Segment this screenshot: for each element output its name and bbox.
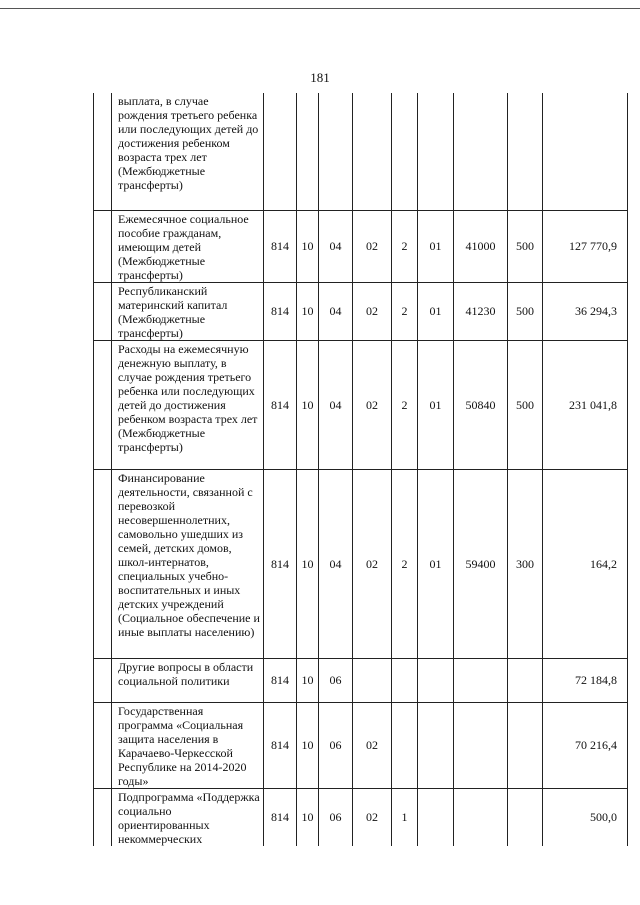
cell-ministry: 814 (264, 788, 297, 846)
cell-subsection: 04 (319, 469, 353, 658)
cell-direction: 41230 (454, 282, 508, 340)
table-row (94, 93, 628, 210)
cell-direction (454, 788, 508, 846)
row-spacer-cell (94, 210, 112, 282)
cell-subsection (319, 93, 353, 210)
cell-ministry: 814 (264, 702, 297, 788)
cell-section: 10 (297, 469, 319, 658)
cell-main-event: 01 (418, 340, 454, 469)
cell-subprogram (392, 93, 418, 210)
cell-section: 10 (297, 210, 319, 282)
cell-program: 02 (353, 282, 392, 340)
cell-section: 10 (297, 658, 319, 702)
cell-direction (454, 658, 508, 702)
cell-name: Другие вопросы в области социальной политики (112, 658, 264, 702)
cell-amount (543, 93, 628, 210)
cell-expense-type (508, 788, 543, 846)
row-spacer-cell (94, 702, 112, 788)
cell-name: Республиканский материнский капитал (Межбюджетные трансферты) (112, 282, 264, 340)
cell-expense-type (508, 702, 543, 788)
row-spacer-cell (94, 340, 112, 469)
cell-program (353, 658, 392, 702)
table-row (94, 788, 628, 846)
cell-section: 10 (297, 340, 319, 469)
table-row (94, 282, 628, 340)
table-row (94, 702, 628, 788)
cell-direction (454, 702, 508, 788)
cell-name: Расходы на ежемесячную денежную выплату, в случае рождения третьего ребенка или последующих детей до достижения ребенком возраста трех лет (Межбюджетные трансферты) (112, 340, 264, 469)
row-spacer-cell (94, 658, 112, 702)
cell-program: 02 (353, 340, 392, 469)
cell-expense-type: 500 (508, 340, 543, 469)
cell-subsection: 06 (319, 702, 353, 788)
cell-direction: 50840 (454, 340, 508, 469)
cell-section: 10 (297, 788, 319, 846)
row-spacer-cell (94, 788, 112, 846)
row-spacer-cell (94, 93, 112, 210)
cell-name: выплата, в случае рождения третьего ребенка или последующих детей до достижения ребенком возраста трех лет (Межбюджетные трансферты) (112, 93, 264, 210)
table-row (94, 210, 628, 282)
cell-section: 10 (297, 282, 319, 340)
cell-main-event: 01 (418, 469, 454, 658)
cell-ministry (264, 93, 297, 210)
budget-table-body (94, 93, 628, 846)
cell-subprogram: 2 (392, 469, 418, 658)
cell-amount: 36 294,3 (543, 282, 628, 340)
cell-main-event (418, 788, 454, 846)
cell-subprogram: 2 (392, 340, 418, 469)
cell-expense-type: 500 (508, 282, 543, 340)
cell-amount: 500,0 (543, 788, 628, 846)
cell-expense-type: 500 (508, 210, 543, 282)
cell-direction: 59400 (454, 469, 508, 658)
cell-subprogram: 1 (392, 788, 418, 846)
cell-program: 02 (353, 702, 392, 788)
cell-subsection: 06 (319, 788, 353, 846)
cell-direction: 41000 (454, 210, 508, 282)
cell-ministry: 814 (264, 658, 297, 702)
cell-subsection: 04 (319, 282, 353, 340)
budget-table (93, 93, 628, 846)
cell-subprogram: 2 (392, 282, 418, 340)
cell-main-event (418, 702, 454, 788)
cell-subsection: 04 (319, 340, 353, 469)
cell-name: Финансирование деятельности, связанной с перевозкой несовершеннолетних, самовольно ушедших из семей, детских домов, школ-интернатов, специальных учебно-воспитательных и иных детских учреждений (Социальное обеспечение и иные выплаты населению) (112, 469, 264, 658)
cell-ministry: 814 (264, 282, 297, 340)
cell-section: 10 (297, 702, 319, 788)
page-number: 181 (310, 70, 330, 85)
cell-section (297, 93, 319, 210)
table-row (94, 469, 628, 658)
cell-program: 02 (353, 788, 392, 846)
cell-main-event: 01 (418, 282, 454, 340)
cell-subprogram (392, 658, 418, 702)
cell-main-event: 01 (418, 210, 454, 282)
cell-subsection: 04 (319, 210, 353, 282)
cell-main-event (418, 93, 454, 210)
cell-expense-type (508, 93, 543, 210)
cell-name: Государственная программа «Социальная защита населения в Карачаево-Черкесской Республике на 2014-2020 годы» (112, 702, 264, 788)
cell-amount: 127 770,9 (543, 210, 628, 282)
cell-name: Ежемесячное социальное пособие гражданам, имеющим детей (Межбюджетные трансферты) (112, 210, 264, 282)
cell-program (353, 93, 392, 210)
cell-ministry: 814 (264, 210, 297, 282)
cell-amount: 72 184,8 (543, 658, 628, 702)
table-row (94, 658, 628, 702)
cell-program: 02 (353, 469, 392, 658)
cell-direction (454, 93, 508, 210)
cell-name: Подпрограмма «Поддержка социально ориентированных некоммерческих (112, 788, 264, 846)
row-spacer-cell (94, 469, 112, 658)
row-spacer-cell (94, 282, 112, 340)
table-row (94, 340, 628, 469)
cell-amount: 231 041,8 (543, 340, 628, 469)
cell-ministry: 814 (264, 340, 297, 469)
cell-amount: 164,2 (543, 469, 628, 658)
cell-subprogram: 2 (392, 210, 418, 282)
cell-subsection: 06 (319, 658, 353, 702)
cell-expense-type: 300 (508, 469, 543, 658)
cell-amount: 70 216,4 (543, 702, 628, 788)
cell-program: 02 (353, 210, 392, 282)
page-top-border (0, 8, 640, 9)
cell-expense-type (508, 658, 543, 702)
cell-main-event (418, 658, 454, 702)
cell-subprogram (392, 702, 418, 788)
cell-ministry: 814 (264, 469, 297, 658)
